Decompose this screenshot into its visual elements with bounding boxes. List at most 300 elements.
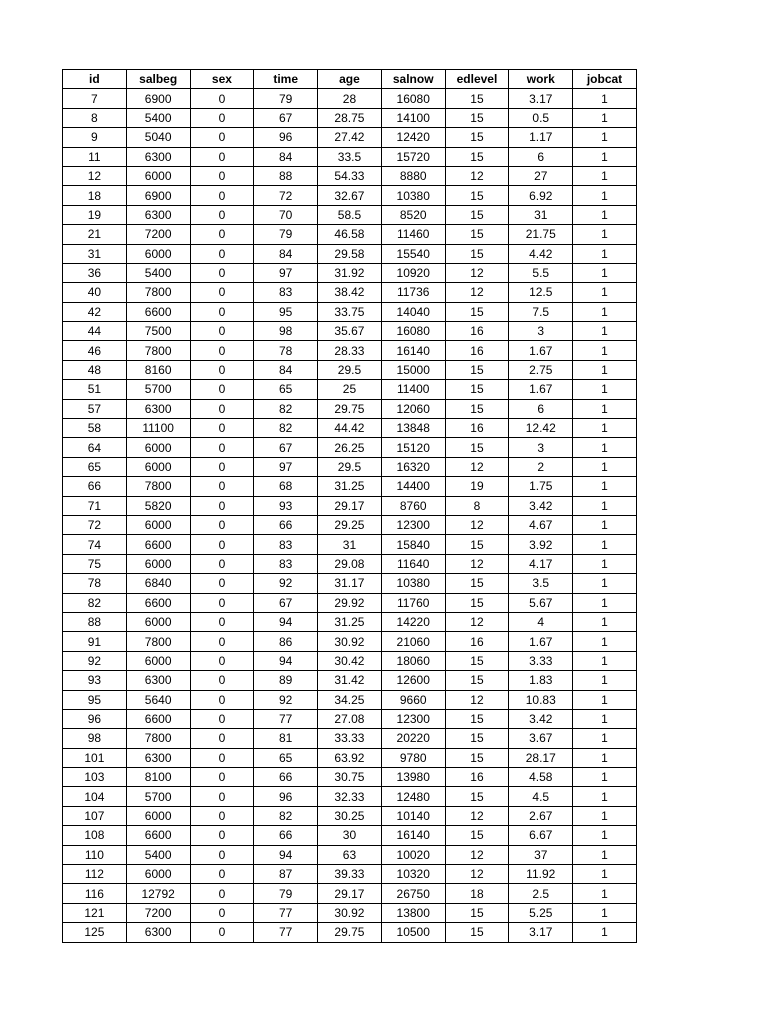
cell-time: 88 xyxy=(254,166,318,185)
cell-sex: 0 xyxy=(190,535,254,554)
cell-salbeg: 7800 xyxy=(126,729,190,748)
cell-sex: 0 xyxy=(190,302,254,321)
cell-id: 110 xyxy=(63,845,127,864)
cell-salnow: 10380 xyxy=(381,574,445,593)
cell-time: 77 xyxy=(254,903,318,922)
cell-id: 121 xyxy=(63,903,127,922)
cell-edlevel: 12 xyxy=(445,690,509,709)
cell-sex: 0 xyxy=(190,457,254,476)
cell-jobcat: 1 xyxy=(573,806,637,825)
cell-age: 32.67 xyxy=(318,186,382,205)
cell-time: 79 xyxy=(254,225,318,244)
cell-age: 28.75 xyxy=(318,108,382,127)
cell-edlevel: 15 xyxy=(445,225,509,244)
cell-salbeg: 6000 xyxy=(126,457,190,476)
cell-jobcat: 1 xyxy=(573,515,637,534)
cell-salnow: 8520 xyxy=(381,205,445,224)
cell-age: 28.33 xyxy=(318,341,382,360)
cell-edlevel: 15 xyxy=(445,380,509,399)
cell-id: 7 xyxy=(63,89,127,108)
cell-sex: 0 xyxy=(190,89,254,108)
cell-salbeg: 7800 xyxy=(126,283,190,302)
cell-edlevel: 15 xyxy=(445,108,509,127)
cell-jobcat: 1 xyxy=(573,166,637,185)
cell-time: 78 xyxy=(254,341,318,360)
cell-id: 72 xyxy=(63,515,127,534)
cell-salnow: 16080 xyxy=(381,89,445,108)
cell-work: 27 xyxy=(509,166,573,185)
cell-salbeg: 6000 xyxy=(126,554,190,573)
cell-salbeg: 6000 xyxy=(126,806,190,825)
cell-id: 91 xyxy=(63,632,127,651)
cell-id: 44 xyxy=(63,322,127,341)
cell-salnow: 10140 xyxy=(381,806,445,825)
cell-edlevel: 12 xyxy=(445,515,509,534)
cell-sex: 0 xyxy=(190,787,254,806)
table-row xyxy=(63,865,637,884)
column-header-id: id xyxy=(63,70,127,89)
cell-salbeg: 8160 xyxy=(126,360,190,379)
cell-salnow: 14400 xyxy=(381,477,445,496)
cell-id: 42 xyxy=(63,302,127,321)
cell-salbeg: 5400 xyxy=(126,263,190,282)
cell-salnow: 26750 xyxy=(381,884,445,903)
cell-salbeg: 6000 xyxy=(126,166,190,185)
cell-work: 4.58 xyxy=(509,768,573,787)
cell-sex: 0 xyxy=(190,651,254,670)
cell-salnow: 8880 xyxy=(381,166,445,185)
cell-sex: 0 xyxy=(190,574,254,593)
table-row xyxy=(63,341,637,360)
cell-sex: 0 xyxy=(190,554,254,573)
cell-sex: 0 xyxy=(190,826,254,845)
cell-salnow: 12420 xyxy=(381,128,445,147)
cell-time: 94 xyxy=(254,651,318,670)
cell-work: 21.75 xyxy=(509,225,573,244)
column-header-salnow: salnow xyxy=(381,70,445,89)
cell-work: 3.42 xyxy=(509,709,573,728)
cell-id: 21 xyxy=(63,225,127,244)
cell-edlevel: 15 xyxy=(445,128,509,147)
cell-edlevel: 16 xyxy=(445,419,509,438)
table-row xyxy=(63,690,637,709)
cell-salnow: 18060 xyxy=(381,651,445,670)
cell-sex: 0 xyxy=(190,768,254,787)
cell-jobcat: 1 xyxy=(573,651,637,670)
table-row xyxy=(63,477,637,496)
cell-time: 66 xyxy=(254,826,318,845)
cell-time: 82 xyxy=(254,419,318,438)
cell-salnow: 8760 xyxy=(381,496,445,515)
table-row xyxy=(63,923,637,942)
cell-work: 6 xyxy=(509,399,573,418)
cell-sex: 0 xyxy=(190,108,254,127)
cell-age: 29.17 xyxy=(318,496,382,515)
table-row xyxy=(63,186,637,205)
cell-salnow: 12600 xyxy=(381,671,445,690)
cell-jobcat: 1 xyxy=(573,263,637,282)
cell-work: 12.42 xyxy=(509,419,573,438)
cell-salbeg: 6600 xyxy=(126,709,190,728)
cell-salnow: 11460 xyxy=(381,225,445,244)
cell-id: 103 xyxy=(63,768,127,787)
cell-time: 98 xyxy=(254,322,318,341)
cell-salbeg: 7500 xyxy=(126,322,190,341)
cell-edlevel: 15 xyxy=(445,574,509,593)
cell-time: 68 xyxy=(254,477,318,496)
cell-salbeg: 6600 xyxy=(126,826,190,845)
cell-work: 4.17 xyxy=(509,554,573,573)
cell-age: 44.42 xyxy=(318,419,382,438)
cell-work: 7.5 xyxy=(509,302,573,321)
cell-salbeg: 6300 xyxy=(126,923,190,942)
cell-edlevel: 15 xyxy=(445,360,509,379)
cell-salbeg: 6000 xyxy=(126,244,190,263)
cell-id: 104 xyxy=(63,787,127,806)
cell-id: 101 xyxy=(63,748,127,767)
cell-edlevel: 15 xyxy=(445,535,509,554)
table-row xyxy=(63,729,637,748)
table-row xyxy=(63,593,637,612)
cell-salbeg: 5820 xyxy=(126,496,190,515)
cell-salnow: 12300 xyxy=(381,709,445,728)
cell-id: 9 xyxy=(63,128,127,147)
cell-age: 27.42 xyxy=(318,128,382,147)
cell-jobcat: 1 xyxy=(573,322,637,341)
cell-salnow: 14100 xyxy=(381,108,445,127)
cell-age: 58.5 xyxy=(318,205,382,224)
cell-work: 1.83 xyxy=(509,671,573,690)
cell-jobcat: 1 xyxy=(573,302,637,321)
cell-work: 2.75 xyxy=(509,360,573,379)
table-row xyxy=(63,535,637,554)
cell-jobcat: 1 xyxy=(573,903,637,922)
cell-age: 31.92 xyxy=(318,263,382,282)
cell-edlevel: 15 xyxy=(445,593,509,612)
cell-work: 1.67 xyxy=(509,341,573,360)
cell-salnow: 16140 xyxy=(381,826,445,845)
cell-edlevel: 12 xyxy=(445,845,509,864)
cell-salbeg: 5400 xyxy=(126,108,190,127)
cell-sex: 0 xyxy=(190,729,254,748)
cell-salnow: 12480 xyxy=(381,787,445,806)
cell-id: 75 xyxy=(63,554,127,573)
cell-age: 31.25 xyxy=(318,477,382,496)
cell-salnow: 15120 xyxy=(381,438,445,457)
cell-id: 88 xyxy=(63,612,127,631)
cell-sex: 0 xyxy=(190,709,254,728)
cell-work: 4.42 xyxy=(509,244,573,263)
cell-sex: 0 xyxy=(190,283,254,302)
cell-salbeg: 6900 xyxy=(126,186,190,205)
cell-salbeg: 5700 xyxy=(126,787,190,806)
cell-salbeg: 5400 xyxy=(126,845,190,864)
cell-salnow: 10500 xyxy=(381,923,445,942)
cell-salnow: 12300 xyxy=(381,515,445,534)
table-row xyxy=(63,554,637,573)
cell-jobcat: 1 xyxy=(573,147,637,166)
cell-edlevel: 15 xyxy=(445,186,509,205)
cell-edlevel: 16 xyxy=(445,768,509,787)
cell-edlevel: 15 xyxy=(445,671,509,690)
cell-work: 1.67 xyxy=(509,632,573,651)
cell-work: 10.83 xyxy=(509,690,573,709)
cell-sex: 0 xyxy=(190,360,254,379)
cell-salbeg: 7200 xyxy=(126,903,190,922)
cell-id: 19 xyxy=(63,205,127,224)
cell-jobcat: 1 xyxy=(573,457,637,476)
table-row xyxy=(63,651,637,670)
data-sheet xyxy=(62,69,637,943)
cell-jobcat: 1 xyxy=(573,709,637,728)
cell-sex: 0 xyxy=(190,845,254,864)
cell-age: 38.42 xyxy=(318,283,382,302)
cell-jobcat: 1 xyxy=(573,845,637,864)
cell-age: 46.58 xyxy=(318,225,382,244)
table-row xyxy=(63,574,637,593)
cell-salbeg: 6300 xyxy=(126,748,190,767)
cell-id: 107 xyxy=(63,806,127,825)
cell-edlevel: 16 xyxy=(445,632,509,651)
cell-sex: 0 xyxy=(190,225,254,244)
cell-sex: 0 xyxy=(190,748,254,767)
cell-sex: 0 xyxy=(190,903,254,922)
cell-time: 96 xyxy=(254,128,318,147)
cell-time: 79 xyxy=(254,884,318,903)
cell-work: 1.75 xyxy=(509,477,573,496)
cell-jobcat: 1 xyxy=(573,380,637,399)
cell-edlevel: 12 xyxy=(445,806,509,825)
table-row xyxy=(63,108,637,127)
cell-time: 84 xyxy=(254,244,318,263)
cell-id: 96 xyxy=(63,709,127,728)
cell-time: 66 xyxy=(254,768,318,787)
cell-age: 26.25 xyxy=(318,438,382,457)
cell-salnow: 10020 xyxy=(381,845,445,864)
cell-salnow: 20220 xyxy=(381,729,445,748)
cell-sex: 0 xyxy=(190,612,254,631)
cell-time: 92 xyxy=(254,574,318,593)
cell-time: 72 xyxy=(254,186,318,205)
table-row xyxy=(63,496,637,515)
cell-time: 77 xyxy=(254,709,318,728)
cell-age: 29.5 xyxy=(318,360,382,379)
cell-salbeg: 6000 xyxy=(126,651,190,670)
cell-edlevel: 16 xyxy=(445,322,509,341)
table-row xyxy=(63,360,637,379)
cell-salbeg: 6000 xyxy=(126,865,190,884)
cell-jobcat: 1 xyxy=(573,632,637,651)
cell-salnow: 14220 xyxy=(381,612,445,631)
cell-jobcat: 1 xyxy=(573,748,637,767)
cell-time: 70 xyxy=(254,205,318,224)
cell-salbeg: 6300 xyxy=(126,205,190,224)
table-row xyxy=(63,515,637,534)
cell-edlevel: 15 xyxy=(445,903,509,922)
cell-sex: 0 xyxy=(190,496,254,515)
cell-work: 6.92 xyxy=(509,186,573,205)
cell-jobcat: 1 xyxy=(573,477,637,496)
cell-jobcat: 1 xyxy=(573,341,637,360)
cell-salbeg: 7200 xyxy=(126,225,190,244)
cell-time: 81 xyxy=(254,729,318,748)
cell-work: 1.17 xyxy=(509,128,573,147)
cell-age: 33.33 xyxy=(318,729,382,748)
cell-work: 3.67 xyxy=(509,729,573,748)
cell-salnow: 10320 xyxy=(381,865,445,884)
cell-salnow: 16140 xyxy=(381,341,445,360)
cell-salbeg: 5640 xyxy=(126,690,190,709)
cell-time: 89 xyxy=(254,671,318,690)
cell-time: 83 xyxy=(254,554,318,573)
cell-work: 3.42 xyxy=(509,496,573,515)
cell-jobcat: 1 xyxy=(573,89,637,108)
table-row xyxy=(63,806,637,825)
cell-salbeg: 5700 xyxy=(126,380,190,399)
cell-time: 84 xyxy=(254,147,318,166)
cell-edlevel: 15 xyxy=(445,729,509,748)
cell-age: 27.08 xyxy=(318,709,382,728)
cell-age: 54.33 xyxy=(318,166,382,185)
cell-salbeg: 7800 xyxy=(126,341,190,360)
cell-salnow: 13800 xyxy=(381,903,445,922)
cell-salbeg: 6000 xyxy=(126,515,190,534)
cell-time: 79 xyxy=(254,89,318,108)
cell-id: 36 xyxy=(63,263,127,282)
cell-id: 51 xyxy=(63,380,127,399)
cell-jobcat: 1 xyxy=(573,612,637,631)
cell-salnow: 9660 xyxy=(381,690,445,709)
cell-age: 30.25 xyxy=(318,806,382,825)
cell-id: 18 xyxy=(63,186,127,205)
cell-salbeg: 6900 xyxy=(126,89,190,108)
cell-salnow: 16320 xyxy=(381,457,445,476)
cell-id: 11 xyxy=(63,147,127,166)
cell-work: 12.5 xyxy=(509,283,573,302)
cell-edlevel: 16 xyxy=(445,341,509,360)
cell-jobcat: 1 xyxy=(573,244,637,263)
table-row xyxy=(63,884,637,903)
cell-age: 31 xyxy=(318,535,382,554)
cell-salbeg: 6840 xyxy=(126,574,190,593)
cell-id: 64 xyxy=(63,438,127,457)
cell-id: 74 xyxy=(63,535,127,554)
cell-edlevel: 12 xyxy=(445,166,509,185)
table-row xyxy=(63,709,637,728)
cell-id: 108 xyxy=(63,826,127,845)
cell-id: 57 xyxy=(63,399,127,418)
cell-salnow: 11760 xyxy=(381,593,445,612)
table-row xyxy=(63,826,637,845)
cell-age: 29.5 xyxy=(318,457,382,476)
cell-id: 95 xyxy=(63,690,127,709)
cell-sex: 0 xyxy=(190,244,254,263)
cell-salnow: 15540 xyxy=(381,244,445,263)
cell-id: 112 xyxy=(63,865,127,884)
cell-time: 95 xyxy=(254,302,318,321)
cell-work: 3.17 xyxy=(509,89,573,108)
table-row xyxy=(63,244,637,263)
cell-id: 92 xyxy=(63,651,127,670)
table-row xyxy=(63,671,637,690)
cell-jobcat: 1 xyxy=(573,884,637,903)
cell-time: 83 xyxy=(254,535,318,554)
cell-salbeg: 7800 xyxy=(126,632,190,651)
cell-edlevel: 15 xyxy=(445,89,509,108)
cell-time: 67 xyxy=(254,593,318,612)
table-row xyxy=(63,205,637,224)
cell-salnow: 11736 xyxy=(381,283,445,302)
cell-work: 1.67 xyxy=(509,380,573,399)
cell-jobcat: 1 xyxy=(573,865,637,884)
cell-salnow: 12060 xyxy=(381,399,445,418)
cell-edlevel: 15 xyxy=(445,923,509,942)
cell-sex: 0 xyxy=(190,399,254,418)
cell-sex: 0 xyxy=(190,186,254,205)
cell-id: 66 xyxy=(63,477,127,496)
cell-edlevel: 15 xyxy=(445,302,509,321)
table-row xyxy=(63,787,637,806)
cell-edlevel: 15 xyxy=(445,651,509,670)
cell-jobcat: 1 xyxy=(573,768,637,787)
table-header xyxy=(63,70,637,89)
cell-time: 83 xyxy=(254,283,318,302)
cell-sex: 0 xyxy=(190,419,254,438)
cell-salbeg: 6600 xyxy=(126,535,190,554)
cell-jobcat: 1 xyxy=(573,108,637,127)
cell-work: 3 xyxy=(509,438,573,457)
cell-sex: 0 xyxy=(190,515,254,534)
cell-jobcat: 1 xyxy=(573,671,637,690)
cell-salnow: 11400 xyxy=(381,380,445,399)
cell-work: 28.17 xyxy=(509,748,573,767)
table-row xyxy=(63,748,637,767)
cell-edlevel: 18 xyxy=(445,884,509,903)
cell-age: 31.17 xyxy=(318,574,382,593)
cell-jobcat: 1 xyxy=(573,399,637,418)
cell-salnow: 10920 xyxy=(381,263,445,282)
cell-sex: 0 xyxy=(190,128,254,147)
cell-work: 4.5 xyxy=(509,787,573,806)
cell-id: 31 xyxy=(63,244,127,263)
cell-age: 63 xyxy=(318,845,382,864)
cell-id: 40 xyxy=(63,283,127,302)
cell-jobcat: 1 xyxy=(573,593,637,612)
cell-age: 29.58 xyxy=(318,244,382,263)
cell-jobcat: 1 xyxy=(573,419,637,438)
cell-age: 30.75 xyxy=(318,768,382,787)
cell-salbeg: 7800 xyxy=(126,477,190,496)
cell-salbeg: 12792 xyxy=(126,884,190,903)
cell-age: 25 xyxy=(318,380,382,399)
cell-work: 0.5 xyxy=(509,108,573,127)
table-row xyxy=(63,399,637,418)
cell-edlevel: 12 xyxy=(445,283,509,302)
cell-sex: 0 xyxy=(190,884,254,903)
cell-id: 116 xyxy=(63,884,127,903)
cell-time: 65 xyxy=(254,748,318,767)
column-header-time: time xyxy=(254,70,318,89)
cell-sex: 0 xyxy=(190,806,254,825)
cell-age: 29.25 xyxy=(318,515,382,534)
column-header-sex: sex xyxy=(190,70,254,89)
table-row xyxy=(63,322,637,341)
cell-sex: 0 xyxy=(190,477,254,496)
column-header-work: work xyxy=(509,70,573,89)
cell-age: 32.33 xyxy=(318,787,382,806)
cell-sex: 0 xyxy=(190,380,254,399)
cell-age: 63.92 xyxy=(318,748,382,767)
